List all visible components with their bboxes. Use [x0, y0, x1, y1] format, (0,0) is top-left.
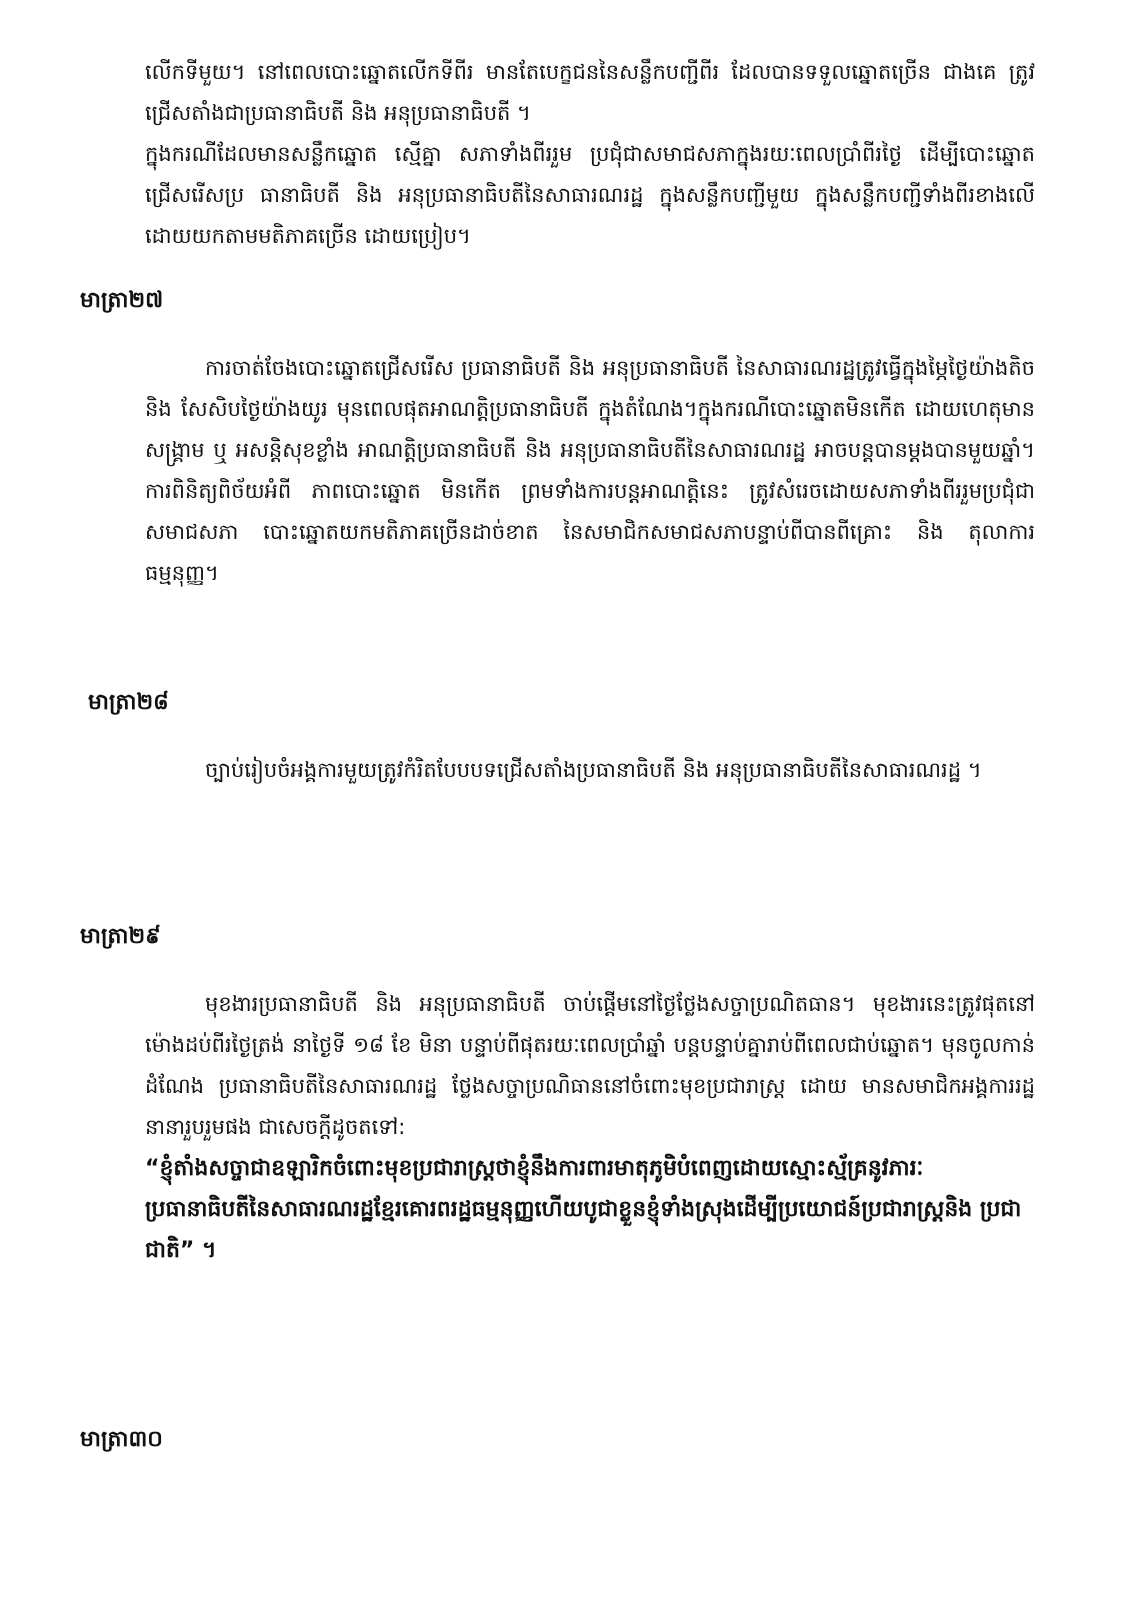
article-29-heading: មាត្រា២៩ [80, 924, 161, 949]
intro-paragraph-1: លើកទីមួយ។ នៅពេលបោះឆ្នោតលើកទីពីរ មានតែបេក្ខជននៃសន្លឹកបញ្ជីពីរ ដែលបានទទួលឆ្នោតច្រើន ជាងគេ ត្រូវជ្រើសតាំងជាប្រធានាធិបតី និង អនុប្រធានាធិបតី ។ [145, 60, 1035, 125]
article-30-heading: មាត្រា៣០ [80, 1427, 163, 1452]
intro-paragraph-2: ក្នុងករណីដែលមានសន្លឹកឆ្នោត ស្មើគ្នា សភាទាំងពីររួម ប្រជុំជាសមាជសភាក្នុងរយៈពេលប្រាំពីរថ្ងៃ ដើម្បីបោះឆ្នោតជ្រើសរើសប្រ ធានាធិបតី និង អនុប្រធានាធិបតីនៃសាធារណរដ្ឋ ក្នុងសន្លឹកបញ្ជីមួយ ក្នុងសន្លឹកបញ្ជីទាំងពីរខាងលើ ដោយយកតាមមតិភាគច្រើន ដោយប្រៀប។ [145, 142, 1035, 248]
article-28-heading: មាត្រា២៨ [88, 690, 169, 715]
article-28-text: ច្បាប់រៀបចំអង្គការមួយត្រូវកំរិតបែបបទជ្រើសតាំងប្រធានាធិបតី និង អនុប្រធានាធិបតីនៃសាធារណរដ្ឋ ។ [205, 758, 982, 782]
article-29-text: មុខងារប្រធានាធិបតី និង អនុប្រធានាធិបតី ចាប់ផ្តើមនៅថ្ងៃថ្លែងសច្ចាប្រណិតធាន។ មុខងារនេះត្រូវផុតនៅម៉ោងដប់ពីរថ្ងៃត្រង់ នាថ្ងៃទី ១៨ ខែ មិនា បន្ទាប់ពីផុតរយៈពេលប្រាំឆ្នាំ បន្តបន្ទាប់គ្នារាប់ពីពេលជាប់ឆ្នោត។ មុនចូលកាន់ដំណែង ប្រធានាធិបតីនៃសាធារណរដ្ឋ ថ្លែងសច្ចាប្រណិធាននៅចំពោះមុខប្រជារាស្ត្រ ដោយ មានសមាជិកអង្គការរដ្ឋនានារួបរួមផង ជាសេចក្តីដូចតទៅ: [145, 992, 1035, 1139]
article-27-heading: មាត្រា២៧ [80, 288, 164, 313]
article-29-oath: “ខ្ញុំតាំងសច្ចាជាឧឡារិកចំពោះមុខប្រជារាស្ត្រថាខ្ញុំនឹងការពារមាតុភូមិបំពេញដោយស្មោះស្ម័គ្រនូវភារៈប្រធានាធិបតីនៃសាធារណរដ្ឋខ្មែរគោរពរដ្ឋធម្មនុញ្ញហើយបូជាខ្លួនខ្ញុំទាំងស្រុងដើម្បីប្រយោជន៍ប្រជារាស្ត្រនិង ប្រជាជាតិ” ។ [145, 1156, 1022, 1263]
article-27-text: ការចាត់ចែងបោះឆ្នោតជ្រើសរើស ប្រធានាធិបតី និង អនុប្រធានាធិបតី នៃសាធារណរដ្ឋត្រូវធ្វើក្នុងម្ភៃថ្ងៃយ៉ាងតិច និង សែសិបថ្ងៃយ៉ាងយូរ មុនពេលផុតអាណត្តិប្រធានាធិបតី ក្នុងតំណែង។ក្នុងករណីបោះឆ្នោតមិនកើត ដោយហេតុមានសង្គ្រាម ឬ អសន្តិសុខខ្លាំង អាណត្តិប្រធានាធិបតី និង អនុប្រធានាធិបតីនៃសាធារណរដ្ឋ អាចបន្តបានម្តងបានមួយឆ្នាំ។ ការពិនិត្យពិច័យអំពី ភាពបោះឆ្នោត មិនកើត ព្រមទាំងការបន្តអាណត្តិនេះ ត្រូវសំរេចដោយសភាទាំងពីររួមប្រជុំជា សមាជសភា បោះឆ្នោតយកមតិភាគច្រើនដាច់ខាត នៃសមាជិកសមាជសភាបន្ទាប់ពីបានពីគ្រោះ និង តុលាការធម្មនុញ្ញ។ [145, 356, 1035, 585]
